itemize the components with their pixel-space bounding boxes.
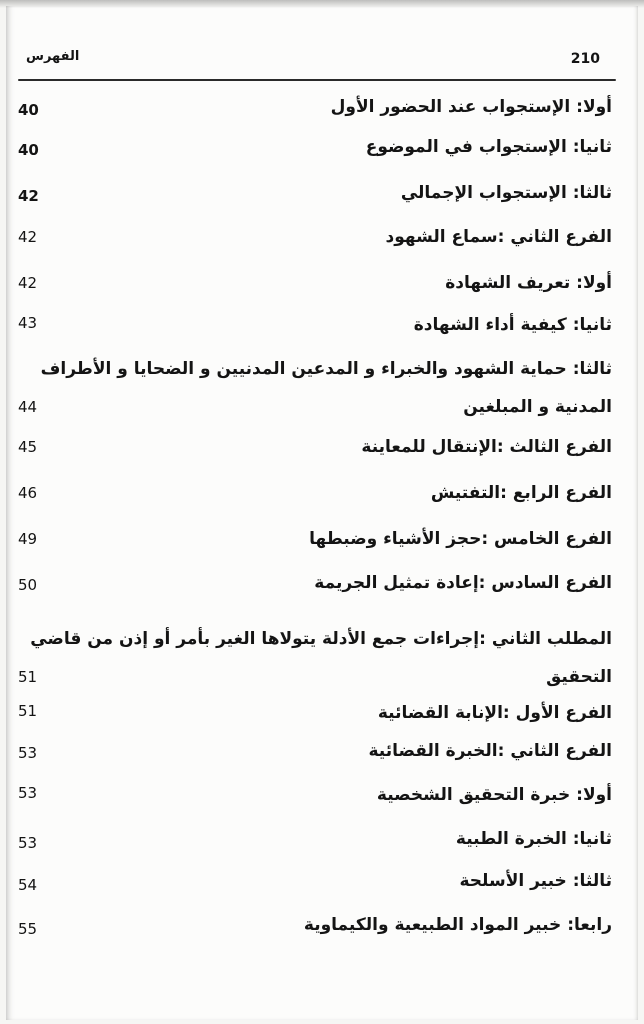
- toc-entry-title: الفرع السادس :إعادة تمثيل الجريمة: [314, 573, 612, 593]
- toc-entry-title: الفرع الأول :الإنابة القضائية: [377, 703, 612, 723]
- toc-entry-title: أولا: تعريف الشهادة: [445, 273, 612, 293]
- toc-entry-page-number: 49: [18, 530, 38, 548]
- toc-entry-page-number: 42: [18, 228, 38, 246]
- toc-entry: [18, 732, 612, 770]
- toc-entry-page-number: 43: [18, 314, 38, 332]
- toc-entry-title: المطلب الثاني :إجراءات جمع الأدلة يتولاها الغير بأمر أو إذن من قاضي التحقيق: [30, 629, 612, 687]
- toc-entry-title: أولا: خبرة التحقيق الشخصية: [376, 785, 612, 805]
- running-title: الفهرس: [26, 49, 80, 64]
- toc-entry: [18, 350, 612, 426]
- toc-entry-title: الفرع الثاني :سماع الشهود: [385, 227, 612, 247]
- toc-entry-title: ثالثا: الإستجواب الإجمالي: [400, 183, 612, 203]
- toc-entry-page-number: 40: [18, 101, 39, 119]
- toc-entry-title: الفرع الخامس :حجز الأشياء وضبطها: [309, 529, 612, 549]
- toc-entry: [18, 264, 612, 302]
- toc-entry: [18, 776, 612, 814]
- toc-entry-page-number: 51: [18, 668, 38, 686]
- toc-entry: [18, 520, 612, 558]
- toc-entry-page-number: 42: [18, 187, 39, 205]
- toc-entry-page-number: 50: [18, 576, 38, 594]
- toc-entry: [18, 218, 612, 256]
- toc-entry-page-number: 53: [18, 834, 38, 852]
- toc-entry: [18, 694, 612, 732]
- toc-entry-page-number: 40: [18, 141, 39, 159]
- toc-entry-title: الفرع الثالث :الإنتقال للمعاينة: [361, 437, 612, 457]
- toc-entry-page-number: 55: [18, 920, 38, 938]
- toc-entry-title: الفرع الرابع :التفتيش: [430, 483, 612, 503]
- toc-entry: [18, 820, 612, 858]
- toc-entry: [18, 128, 612, 166]
- toc-entry-page-number: 44: [18, 398, 38, 416]
- toc-entry-page-number: 51: [18, 702, 38, 720]
- toc-entry-title: ثالثا: حماية الشهود والخبراء و المدعين المدنيين و الضحايا و الأطراف المدنية و المبلغين: [40, 359, 612, 417]
- toc-entry-title: ثانيا: كيفية أداء الشهادة: [413, 315, 612, 335]
- toc-entry-page-number: 53: [18, 744, 38, 762]
- toc-entry: [18, 428, 612, 466]
- toc-entry-title: ثانيا: الإستجواب في الموضوع: [365, 137, 612, 157]
- toc-entry: [18, 564, 612, 602]
- toc-entry-title: أولا: الإستجواب عند الحضور الأول: [330, 97, 612, 117]
- toc-entry: [18, 620, 612, 696]
- toc-entry: [18, 906, 612, 944]
- toc-entry-page-number: 54: [18, 876, 38, 894]
- toc-entry-title: رابعا: خبير المواد الطبيعية والكيماوية: [303, 915, 612, 935]
- toc-entry: [18, 306, 612, 344]
- toc-entry: [18, 88, 612, 126]
- toc-entry-page-number: 53: [18, 784, 38, 802]
- toc-entry-page-number: 45: [18, 438, 38, 456]
- toc-entry-title: الفرع الثاني :الخبرة القضائية: [368, 741, 612, 761]
- toc-entry: [18, 174, 612, 212]
- toc-entry-page-number: 42: [18, 274, 38, 292]
- toc-entry-page-number: 46: [18, 484, 38, 502]
- page-number: 210: [570, 51, 600, 67]
- toc-entry-title: ثانيا: الخبرة الطبية: [455, 829, 612, 849]
- toc-entry: [18, 474, 612, 512]
- toc-entry: [18, 862, 612, 900]
- toc-entry-title: ثالثا: خبير الأسلحة: [459, 871, 612, 891]
